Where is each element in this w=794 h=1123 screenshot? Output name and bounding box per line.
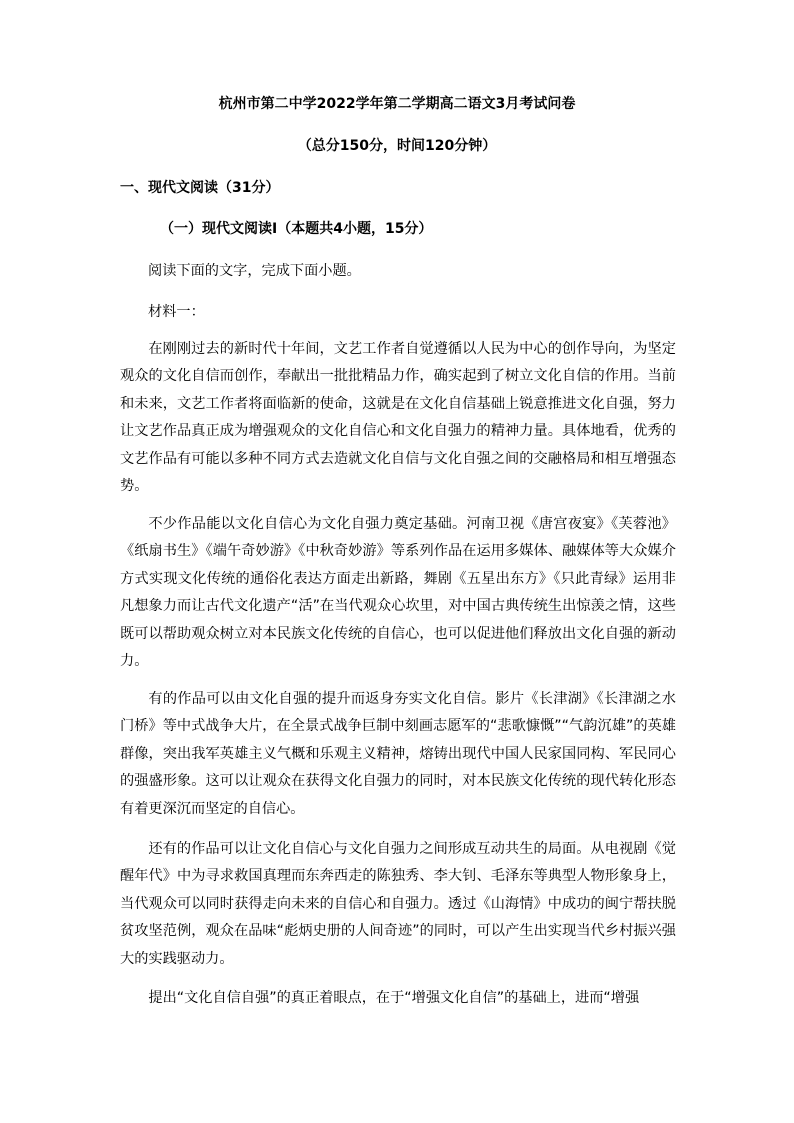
exam-title: 杭州市第二中学2022学年第二学期高二语文3月考试问卷: [218, 96, 576, 112]
material-label: 材料一：: [148, 304, 205, 320]
paragraph-4: 还有的作品可以让文化自信心与文化自强力之间形成互动共生的局面。从电视剧《觉醒年代》中为寻求救国真理而东奔西走的陈独秀、李大钊、毛泽东等典型人物形象身上，当代观众可以同时获得走向未来的自信心和自强力。透过《山海情》中成功的闽宁帮扶脱贫攻坚范例，观众在品味“彪炳史册的人间奇迹”的同时，可以产生出实现当代乡村振兴强大的实践驱动力。: [120, 841, 676, 967]
subsection-heading: （一）现代文阅读Ⅰ（本题共4小题，15分）: [160, 221, 433, 237]
paragraph-5: 提出“文化自信自强”的真正着眼点，在于“增强文化自信”的基础上，进而“增强: [148, 990, 640, 1006]
instruction-text: 阅读下面的文字，完成下面小题。: [148, 263, 361, 279]
exam-subtitle: （总分150分，时间120分钟）: [297, 138, 497, 154]
paragraph-1: 在刚刚过去的新时代十年间，文艺工作者自觉遵循以人民为中心的创作导向，为坚定观众的文化自信而创作，奉献出一批批精品力作，确实起到了树立文化自信的作用。当前和未来，文艺工作者将面临新的使命，这就是在文化自信基础上锐意推进文化自强，努力让文艺作品真正成为增强观众的文化自信心和文化自强力的精神力量。具体地看，优秀的文艺作品有可能以多种不同方式去造就文化自信与文化自强之间的交融格局和相互增强态势。: [120, 341, 676, 495]
paragraph-3: 有的作品可以由文化自强的提升而返身夯实文化自信。影片《长津湖》《长津湖之水门桥》等中式战争大片，在全景式战争巨制中刻画志愿军的“悲歌慷慨”“气韵沉雄”的英雄群像，突出我军英雄主义气概和乐观主义精神，熔铸出现代中国人民家国同构、军民同心的强盛形象。这可以让观众在获得文化自强力的同时，对本民族文化传统的现代转化形态有着更深沉而坚定的自信心。: [120, 691, 676, 817]
section-heading: 一、现代文阅读（31分）: [120, 180, 280, 196]
paragraph-2: 不少作品能以文化自信心为文化自强力奠定基础。河南卫视《唐宫夜宴》《芙蓉池》《纸扇书生》《端午奇妙游》《中秋奇妙游》等系列作品在运用多媒体、融媒体等大众媒介方式实现文化传统的通俗化表达方面走出新路，舞剧《五星出东方》《只此青绿》运用非凡想象力而让古代文化遗产“活”在当代观众心坎里，对中国古典传统生出惊羡之情，这些既可以帮助观众树立对本民族文化传统的自信心，也可以促进他们释放出文化自强的新动力。: [120, 516, 676, 670]
